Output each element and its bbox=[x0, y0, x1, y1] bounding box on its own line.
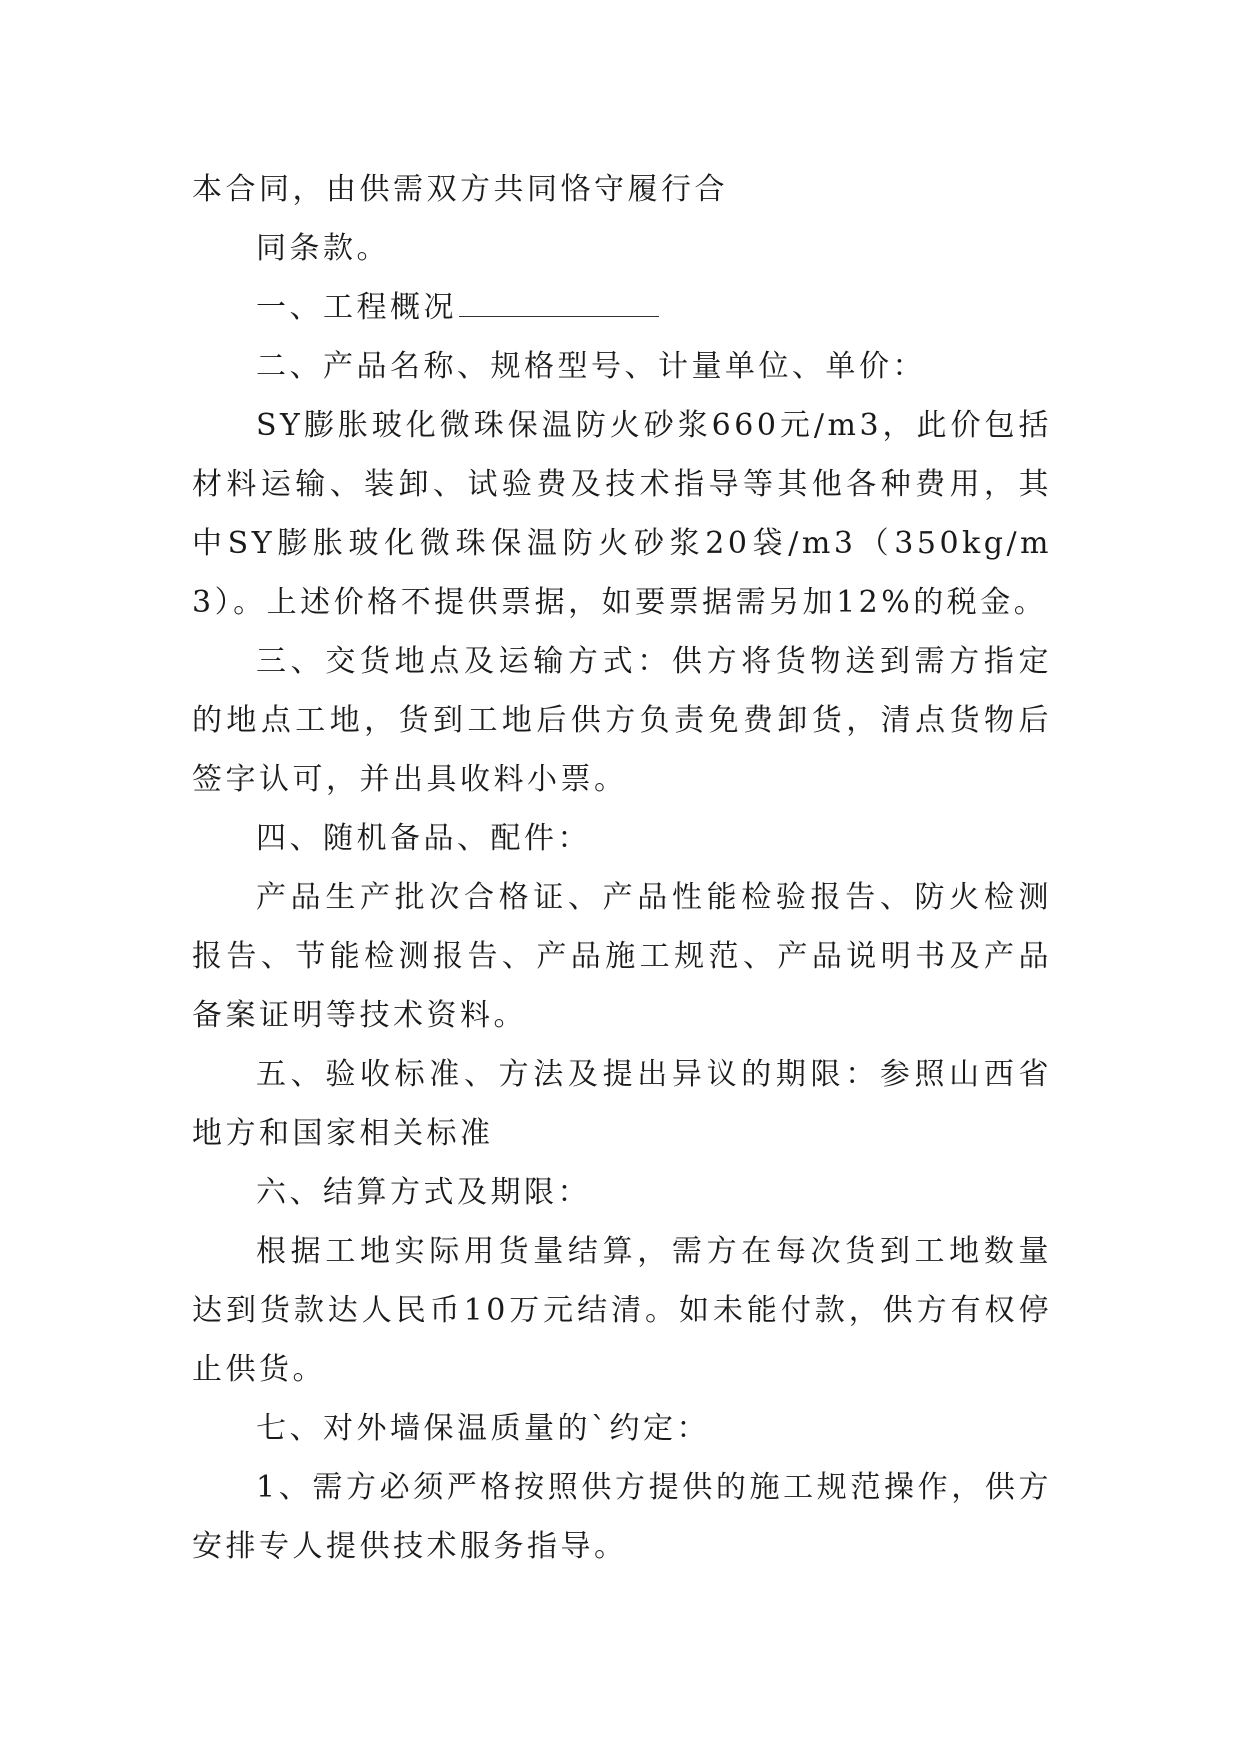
paragraph-5: 三、交货地点及运输方式：供方将货物送到需方指定的地点工地，货到工地后供方负责免费卸货，清点货物后签字认可，并出具收料小票。 bbox=[192, 644, 1052, 797]
paragraph-11: 七、对外墙保温质量的`约定： bbox=[256, 1411, 710, 1446]
paragraph-8: 五、验收标准、方法及提出异议的期限：参照山西省地方和国家相关标准 bbox=[192, 1057, 1052, 1151]
paragraph-0: 本合同，由供需双方共同恪守履行合 bbox=[192, 172, 728, 207]
paragraph-9: 六、结算方式及期限： bbox=[256, 1175, 591, 1210]
document-body bbox=[192, 160, 1052, 1576]
paragraph-12: 1、需方必须严格按照供方提供的施工规范操作，供方安排专人提供技术服务指导。 bbox=[192, 1470, 1052, 1564]
paragraph-1: 同条款。 bbox=[256, 231, 390, 266]
paragraph-3: 二、产品名称、规格型号、计量单位、单价： bbox=[256, 349, 926, 384]
paragraph-2 bbox=[192, 278, 1052, 337]
project-overview-blank bbox=[459, 286, 659, 317]
paragraph-4: SY膨胀玻化微珠保温防火砂浆660元/m3，此价包括材料运输、装卸、试验费及技术指导等其他各种费用，其中SY膨胀玻化微珠保温防火砂浆20袋/m3（350kg/m3）。上述价格不提供票据，如要票据需另加12%的税金。 bbox=[192, 408, 1052, 620]
paragraph-6: 四、随机备品、配件： bbox=[256, 821, 591, 856]
paragraph-10: 根据工地实际用货量结算，需方在每次货到工地数量达到货款达人民币10万元结清。如未能付款，供方有权停止供货。 bbox=[192, 1234, 1052, 1387]
paragraph-7: 产品生产批次合格证、产品性能检验报告、防火检测报告、节能检测报告、产品施工规范、产品说明书及产品备案证明等技术资料。 bbox=[192, 880, 1052, 1033]
project-overview-label: 一、工程概况 bbox=[256, 290, 457, 325]
